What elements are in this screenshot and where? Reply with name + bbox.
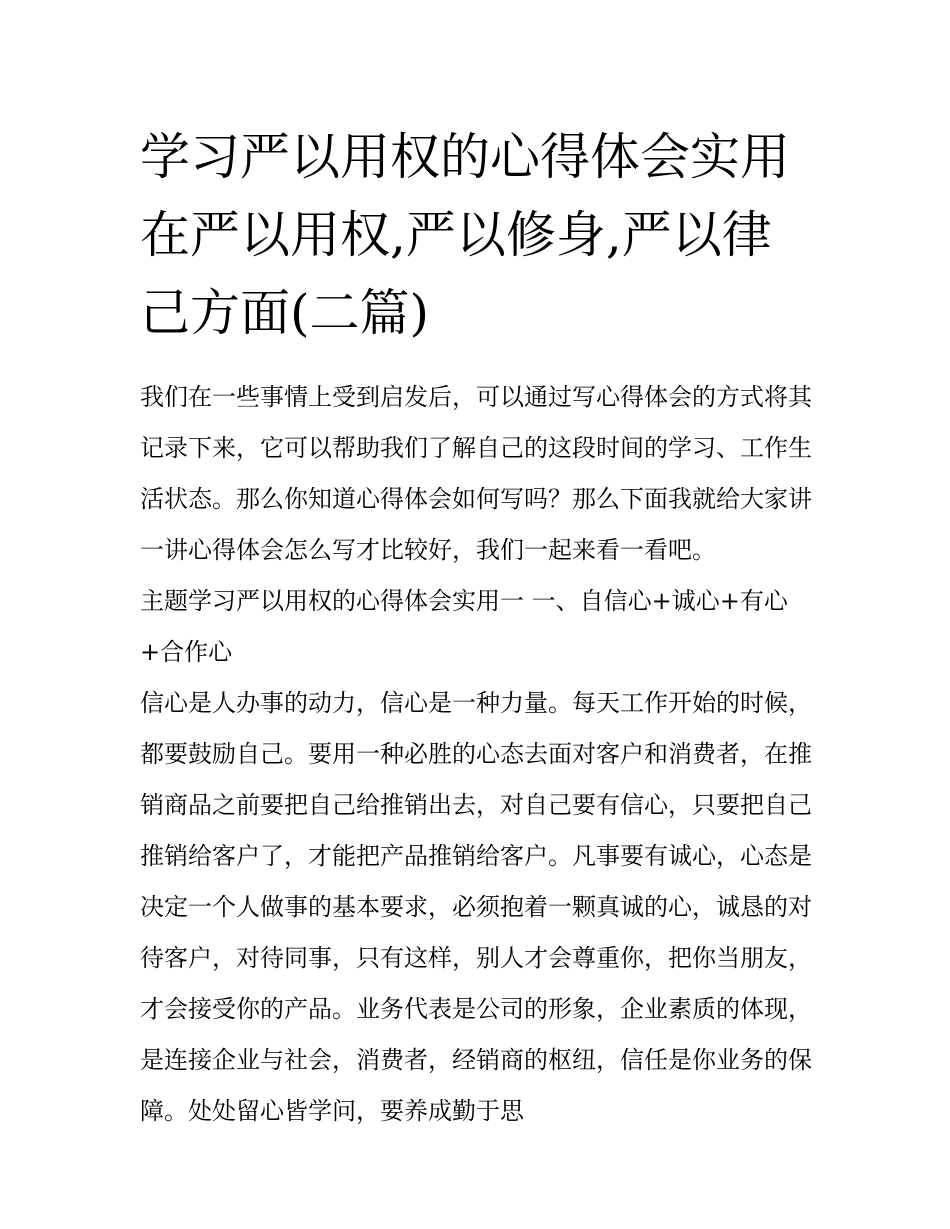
body-paragraph: 信心是人办事的动力，信心是一种力量。每天工作开始的时候，都要鼓励自己。要用一种必胜的心态去面对客户和消费者，在推销商品之前要把自己给推销出去，对自己要有信心，只要把自己推销给客户了，才能把产品推销给客户。凡事要有诚心，心态是决定一个人做事的基本要求，必须抱着一颗真诚的心，诚恳的对待客户，对待同事，只有这样，别人才会尊重你，把你当朋友，才会接受你的产品。业务代表是公司的形象，企业素质的体现，是连接企业与社会，消费者，经销商的枢纽，信任是你业务的保障。处处留心皆学问，要养成勤于思: [140, 689, 812, 1125]
document-title: 学习严以用权的心得体会实用在严以用权,严以修身,严以律己方面(二篇): [140, 128, 790, 342]
intro-paragraph: 我们在一些事情上受到启发后，可以通过写心得体会的方式将其记录下来，它可以帮助我们了解自己的这段时间的学习、工作生活状态。那么你知道心得体会如何写吗？那么下面我就给大家讲一讲心得体会怎么写才比较好，我们一起来看一看吧。: [140, 383, 812, 564]
section-heading: 主题学习严以用权的心得体会实用一 一、自信心+诚心+有心+合作心: [140, 587, 788, 666]
document-page: [140, 118, 812, 1137]
